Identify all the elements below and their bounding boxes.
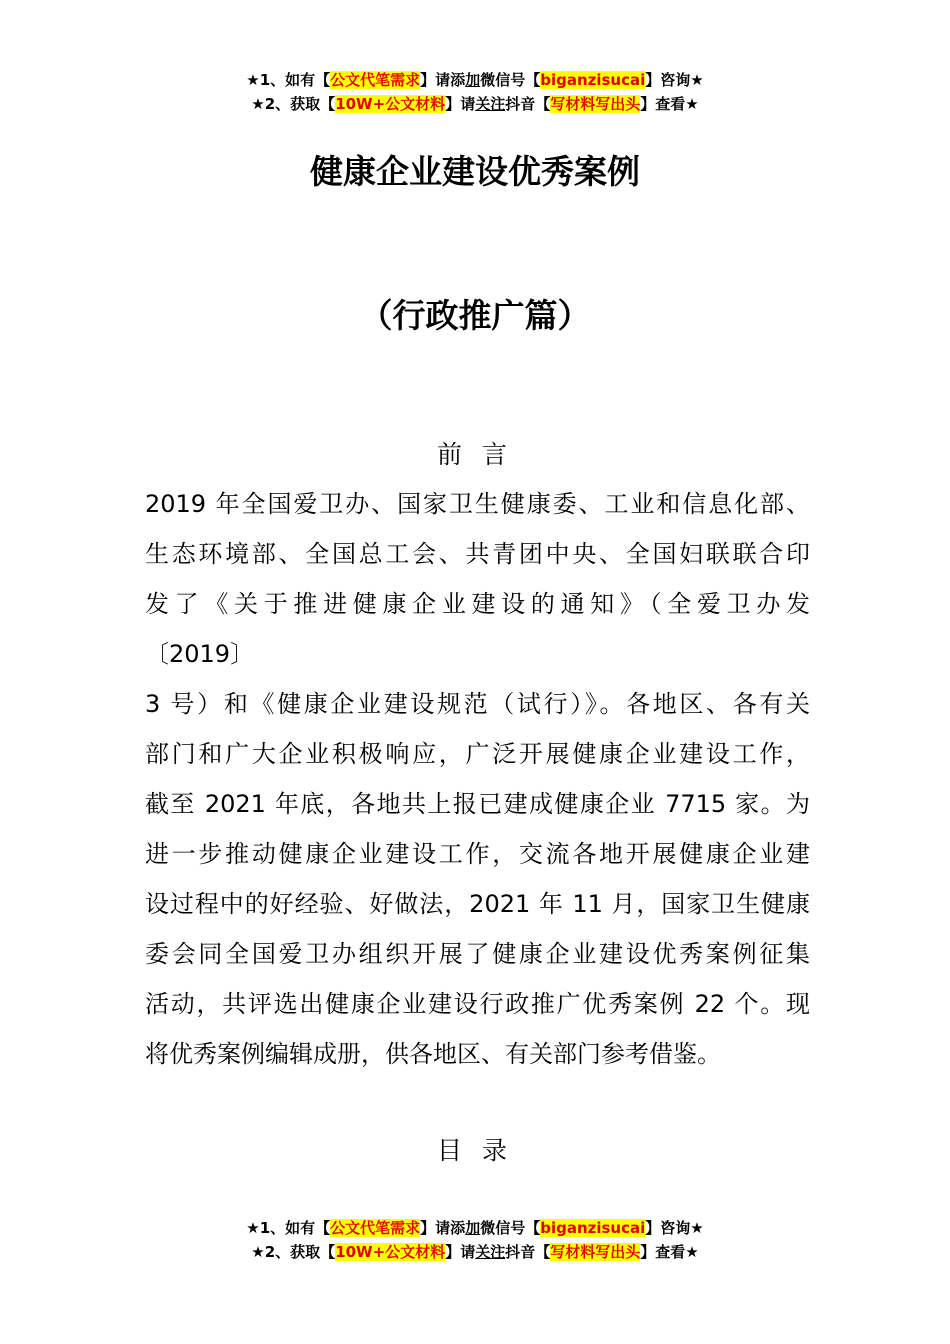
preface-line: 发了《关于推进健康企业建设的通知》（全爱卫办发 bbox=[145, 590, 810, 618]
highlight-service: 公文代笔需求 bbox=[330, 71, 421, 89]
banner-line-1: ★1、如有【公文代笔需求】请添加微信号【biganzisucai】咨询★ bbox=[246, 1219, 704, 1237]
preface-line: 进一步推动健康企业建设工作，交流各地开展健康企业建 bbox=[145, 840, 810, 868]
highlight-wechat-id: biganzisucai bbox=[540, 1219, 646, 1237]
preface-line: 〔2019〕 bbox=[145, 640, 255, 668]
banner-line-2: ★2、获取【10W+公文材料】请关注抖音【写材料写出头】查看★ bbox=[251, 1243, 699, 1261]
document-title: 健康企业建设优秀案例 bbox=[310, 152, 640, 191]
highlight-douyin: 写材料写出头 bbox=[550, 95, 641, 113]
highlight-materials: 10W+公文材料 bbox=[335, 95, 446, 113]
highlight-service: 公文代笔需求 bbox=[330, 1219, 421, 1237]
highlight-wechat-id: biganzisucai bbox=[540, 71, 646, 89]
preface-line: 委会同全国爱卫办组织开展了健康企业建设优秀案例征集 bbox=[145, 940, 810, 968]
highlight-douyin: 写材料写出头 bbox=[550, 1243, 641, 1261]
header-banner bbox=[0, 68, 950, 116]
highlight-materials: 10W+公文材料 bbox=[335, 1243, 446, 1261]
toc-heading: 目 录 bbox=[437, 1136, 513, 1165]
preface-line: 3 号）和《健康企业建设规范（试行）》。各地区、各有关 bbox=[145, 690, 810, 718]
preface-line: 2019 年全国爱卫办、国家卫生健康委、工业和信息化部、 bbox=[145, 490, 810, 518]
preface-heading: 前 言 bbox=[437, 440, 513, 469]
preface-line: 生态环境部、全国总工会、共青团中央、全国妇联联合印 bbox=[145, 540, 810, 568]
preface-line: 将优秀案例编辑成册，供各地区、有关部门参考借鉴。 bbox=[145, 1040, 721, 1068]
document-subtitle: （行政推广篇） bbox=[359, 296, 591, 335]
preface-line: 设过程中的好经验、好做法，2021 年 11 月，国家卫生健康 bbox=[145, 890, 810, 918]
preface-line: 活动，共评选出健康企业建设行政推广优秀案例 22 个。现 bbox=[145, 990, 810, 1018]
preface-line: 部门和广大企业积极响应，广泛开展健康企业建设工作， bbox=[145, 740, 810, 768]
preface-body bbox=[145, 484, 810, 1084]
preface-line: 截至 2021 年底，各地共上报已建成健康企业 7715 家。为 bbox=[145, 790, 810, 818]
footer-banner bbox=[0, 1216, 950, 1264]
banner-line-2: ★2、获取【10W+公文材料】请关注抖音【写材料写出头】查看★ bbox=[251, 95, 699, 113]
banner-line-1: ★1、如有【公文代笔需求】请添加微信号【biganzisucai】咨询★ bbox=[246, 71, 704, 89]
